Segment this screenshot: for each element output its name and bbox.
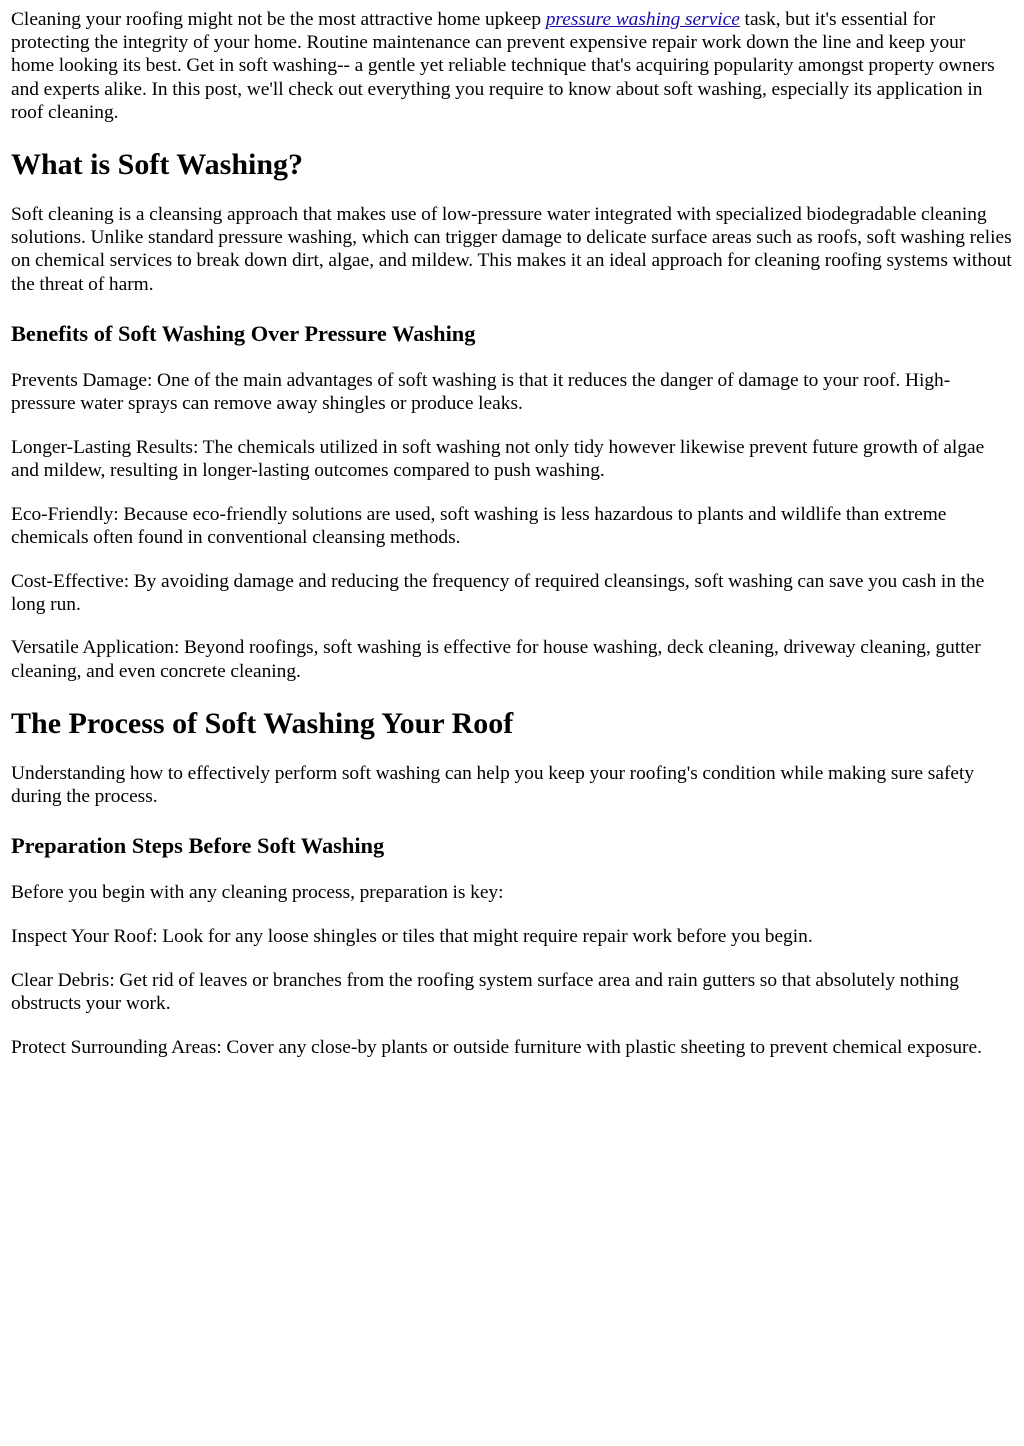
intro-paragraph (11, 8, 1013, 124)
step-clear-debris: Clear Debris: Get rid of leaves or branches from the roofing system surface area and rain gutters so that absolutely nothing obstructs your work. (11, 969, 959, 1014)
intro-text-end: task, but it's essential for protecting the integrity of your home. Routine maintenance can prevent expensive repair work down the line and keep your home looking its best. Get in soft washing-- a gentle yet reliable technique that's acquiring popularity amongst property owners and experts alike. In this post, we'll check out everything you require to know about soft washing, especially its application in roof cleaning. (11, 9, 995, 123)
step-protect-areas: Protect Surrounding Areas: Cover any close-by plants or outside furniture with plastic sheeting to prevent chemical exposure. (11, 1036, 982, 1058)
process-intro-paragraph: Understanding how to effectively perform soft washing can help you keep your roofing's condition while making sure safety during the process. (11, 762, 975, 808)
pressure-washing-service-link[interactable]: pressure washing service (545, 9, 740, 30)
benefit-cost-effective: Cost-Effective: By avoiding damage and reducing the frequency of required cleansings, soft washing can save you cash in the long run. (11, 570, 985, 615)
benefit-versatile-application: Versatile Application: Beyond roofings, soft washing is effective for house washing, deck cleaning, driveway cleaning, gutter cleaning, and even concrete cleaning. (11, 637, 981, 682)
heading-process: The Process of Soft Washing Your Roof (11, 706, 514, 740)
heading-preparation-steps: Preparation Steps Before Soft Washing (11, 833, 385, 859)
benefit-eco-friendly: Eco-Friendly: Because eco-friendly solutions are used, soft washing is less hazardous to plants and wildlife than extreme chemicals often found in conventional cleansing methods. (11, 503, 947, 548)
soft-washing-definition-paragraph: Soft cleaning is a cleansing approach that makes use of low-pressure water integrated with specialized biodegradable cleaning solutions. Unlike standard pressure washing, which can trigger damage to delicate surface areas such as roofs, soft washing relies on chemical services to break down dirt, algae, and mildew. This makes it an ideal approach for cleaning roofing systems without the threat of harm. (11, 204, 1012, 295)
intro-text-start: Cleaning your roofing might not be the most attractive home upkeep (11, 9, 546, 30)
article (11, 8, 1013, 1059)
preparation-lead-paragraph: Before you begin with any cleaning process, preparation is key: (11, 882, 504, 904)
benefit-prevents-damage: Prevents Damage: One of the main advantages of soft washing is that it reduces the danger of damage to your roof. High-pressure water sprays can remove away shingles or produce leaks. (11, 369, 951, 415)
step-inspect-roof: Inspect Your Roof: Look for any loose shingles or tiles that might require repair work before you begin. (11, 925, 813, 947)
heading-what-is-soft-washing: What is Soft Washing? (11, 148, 304, 182)
heading-benefits: Benefits of Soft Washing Over Pressure Washing (11, 320, 476, 346)
benefit-longer-lasting: Longer-Lasting Results: The chemicals utilized in soft washing not only tidy however likewise prevent future growth of algae and mildew, resulting in longer-lasting outcomes compared to push washing. (11, 436, 985, 481)
